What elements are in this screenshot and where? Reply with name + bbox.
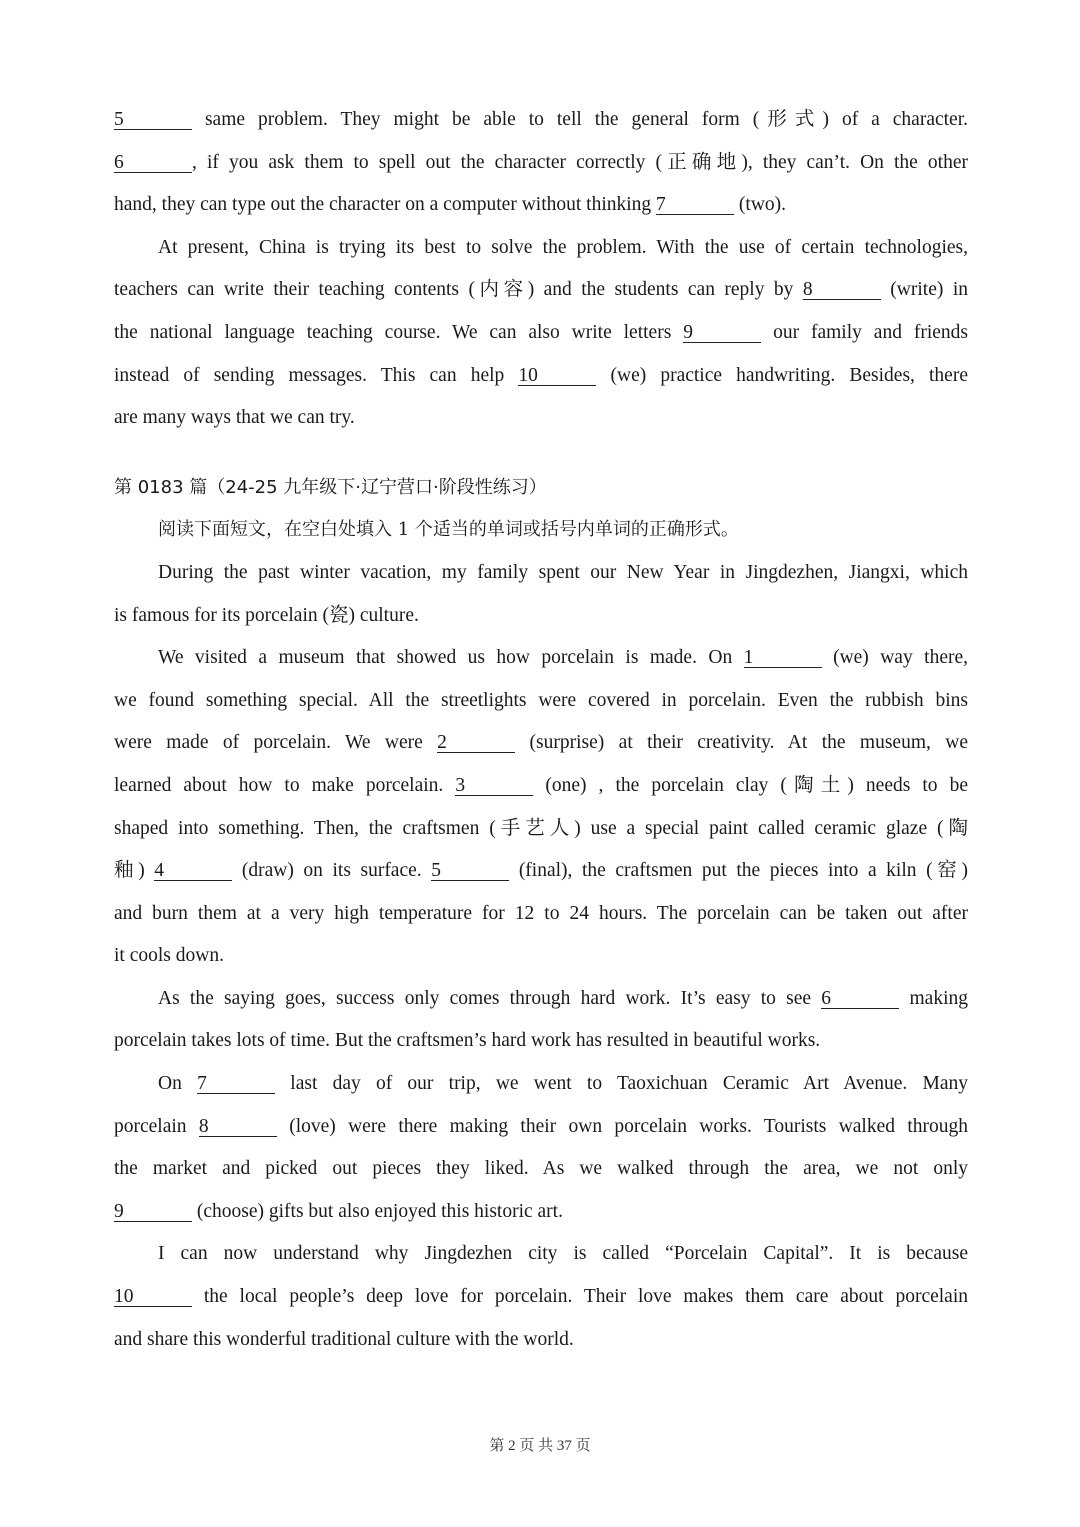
passage (114, 467, 968, 1361)
text-line (114, 1319, 968, 1362)
answer-blank: 10 (114, 1287, 192, 1307)
text-line (114, 227, 968, 270)
text-line (114, 1106, 968, 1149)
text-segment: were made of porcelain. We were (114, 732, 438, 754)
text-segment: it cools down. (114, 945, 224, 967)
text-line (114, 142, 968, 185)
answer-blank: 9 (114, 1202, 192, 1222)
text-line (114, 184, 968, 227)
text-segment: same problem. They might be able to tell the general form (形式) of a character. (192, 109, 968, 130)
paragraph (114, 552, 968, 637)
text-line (114, 637, 968, 680)
text-segment: porcelain (114, 1115, 199, 1137)
answer-blank: 5 (114, 110, 192, 130)
text-segment: At present, China is trying its best to solve the problem. With the use of certain technologies, (158, 236, 968, 258)
text-line (114, 808, 968, 851)
text-line (114, 722, 968, 765)
paragraph (114, 1233, 968, 1361)
text-segment: shaped into something. Then, the craftsmen (手艺人) use a special paint called ceramic glaze (陶 (114, 817, 968, 839)
text-segment: (we) practice handwriting. Besides, there (596, 364, 968, 386)
text-segment: making (899, 987, 968, 1009)
text-segment: (write) in (880, 279, 968, 301)
text-segment: (two). (734, 194, 787, 216)
text-segment: are many ways that we can try. (114, 407, 355, 429)
answer-blank: 1 (744, 648, 822, 668)
text-line (114, 1233, 968, 1276)
text-segment: (draw) on its surface. (232, 860, 432, 882)
text-line (114, 765, 968, 808)
text-segment: teachers can write their teaching contents (内容) and the students can reply by (114, 279, 803, 301)
answer-blank: 7 (656, 195, 734, 215)
text-segment: On (158, 1073, 198, 1095)
passage (114, 99, 968, 440)
answer-blank: 3 (455, 776, 533, 796)
text-segment: hand, they can type out the character on a computer without thinking (114, 194, 657, 216)
paragraph (114, 978, 968, 1063)
text-segment: and share this wonderful traditional culture with the world. (114, 1328, 574, 1350)
text-line (114, 680, 968, 723)
text-line (114, 893, 968, 936)
text-segment: the national language teaching course. We can also write letters (114, 321, 684, 343)
text-line (114, 1276, 968, 1319)
answer-blank: 6 (114, 153, 192, 173)
text-segment: 釉) (114, 860, 155, 882)
text-segment: As the saying goes, success only comes through hard work. It’s easy to see (158, 987, 822, 1009)
text-segment: learned about how to make porcelain. (114, 774, 456, 796)
answer-blank: 10 (518, 366, 596, 386)
text-line (114, 1063, 968, 1106)
text-line (114, 355, 968, 398)
passage-heading: 第 0183 篇（24-25 九年级下·辽宁营口·阶段性练习） (114, 476, 547, 498)
text-line (114, 850, 968, 893)
answer-blank: 9 (683, 323, 761, 343)
text-line (114, 1148, 968, 1191)
text-segment: (we) way there, (821, 647, 968, 669)
text-line (114, 1191, 968, 1234)
text-segment: (love) were there making their own porcelain works. Tourists walked through (276, 1115, 968, 1137)
text-segment: (one) , the porcelain clay (陶土) needs to be (533, 774, 968, 796)
text-segment: instead of sending messages. This can help (114, 364, 519, 386)
text-line (114, 397, 968, 440)
text-segment: porcelain takes lots of time. But the craftsmen’s hard work has resulted in beautiful works. (114, 1030, 821, 1052)
document-page (114, 99, 968, 1361)
text-line (114, 1020, 968, 1063)
page-number: 第 2 页 共 37 页 (489, 1438, 591, 1454)
text-segment: (choose) gifts but also enjoyed this historic art. (192, 1200, 563, 1222)
instruction: 阅读下面短文，在空白处填入 1 个适当的单词或括号内单词的正确形式。 (158, 519, 739, 541)
answer-blank: 6 (821, 989, 899, 1009)
paragraph (114, 1063, 968, 1233)
answer-blank: 4 (154, 861, 232, 881)
text-segment: and burn them at a very high temperature for 12 to 24 hours. The porcelain can be taken out after (114, 902, 968, 924)
answer-blank: 8 (803, 280, 881, 300)
text-line (114, 595, 968, 638)
text-line (114, 269, 968, 312)
text-segment: the market and picked out pieces they liked. As we walked through the area, we not only (114, 1158, 968, 1180)
text-line (114, 552, 968, 595)
paragraph (114, 227, 968, 440)
text-segment: last day of our trip, we went to Taoxichuan Ceramic Art Avenue. Many (275, 1073, 968, 1095)
text-segment: we found something special. All the streetlights were covered in porcelain. Even the rubbish bins (114, 689, 968, 711)
text-segment: the local people’s deep love for porcelain. Their love makes them care about porcelain (192, 1286, 968, 1308)
text-segment: I can now understand why Jingdezhen city is called “Porcelain Capital”. It is because (158, 1243, 968, 1265)
text-segment: We visited a museum that showed us how porcelain is made. On (158, 647, 744, 669)
answer-blank: 5 (431, 861, 509, 881)
text-segment: (final), the craftsmen put the pieces into a kiln (窑) (509, 860, 968, 882)
text-line (114, 978, 968, 1021)
text-line (114, 99, 968, 142)
text-line (114, 935, 968, 978)
paragraph (114, 637, 968, 978)
text-segment: (surprise) at their creativity. At the museum, we (515, 732, 968, 754)
text-segment: During the past winter vacation, my family spent our New Year in Jingdezhen, Jiangxi, which (158, 561, 968, 583)
text-segment: , if you ask them to spell out the character correctly (正确地), they can’t. On the other (192, 151, 968, 173)
text-segment: our family and friends (761, 321, 968, 343)
text-line (114, 312, 968, 355)
answer-blank: 7 (197, 1074, 275, 1094)
answer-blank: 8 (199, 1117, 277, 1137)
text-segment: is famous for its porcelain (瓷) culture. (114, 604, 419, 626)
paragraph (114, 99, 968, 227)
answer-blank: 2 (437, 733, 515, 753)
